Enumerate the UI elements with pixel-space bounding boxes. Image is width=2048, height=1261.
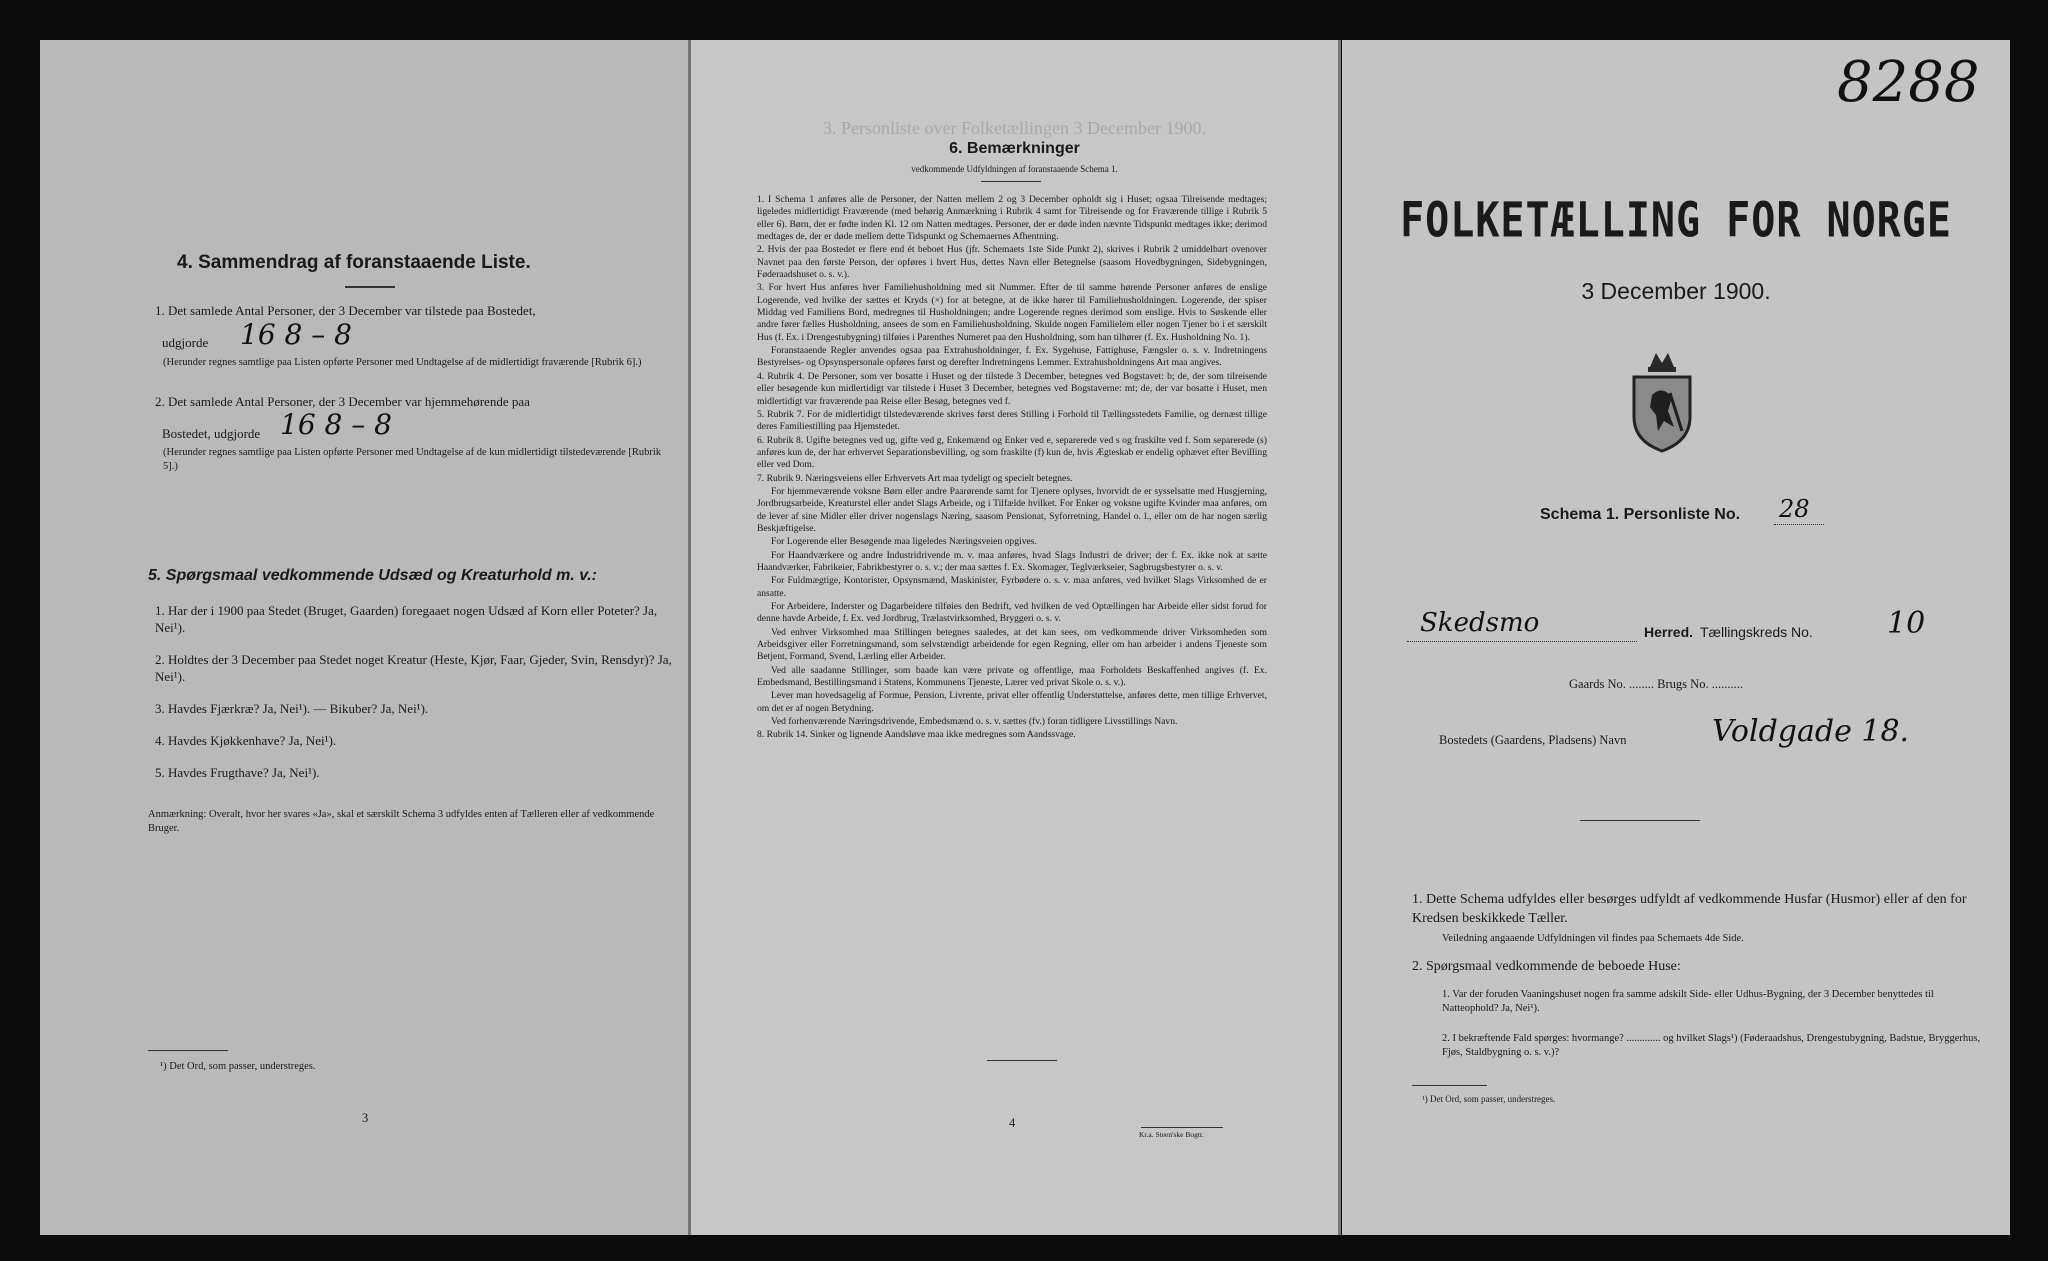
remark-item: 3. For hvert Hus anføres hver Familiehusholdning med sit Nummer. Efter de til samme hørende Personer anføres de enslige Logerende, ved hvilke der sættes et Kryds (×) for at betegne, at de ikke hører til Familiehusholdningen. Logerende, der spiser Middag ved Familiens Bord, medregnes til Husholdningen; andre Logerende regnes derimod som enslige. Hvis to Søskende eller andre fører fælles Husholdning, ansees de som en Familiehusholdning. Skulde nogen Familielem eller nogen Tjener bo i et særskilt Hus (f. Ex. i Drengestubygning) tilføies i Parenthes Numeret paa den Husholdning, som han tilhører (f. Ex. Husholdning No. 1). xyxy=(757,282,1267,343)
remarks-subtitle: vedkommende Udfyldningen af foranstaaende Schema 1. xyxy=(911,164,1118,174)
remark-item: 7. Rubrik 9. Næringsveiens eller Erhvervets Art maa tydeligt og specielt betegnes. xyxy=(757,472,1073,484)
q1-handwritten: 16 8 – 8 xyxy=(240,318,352,351)
q2-handwritten: 16 8 – 8 xyxy=(280,408,392,441)
q1-note: (Herunder regnes samtlige paa Listen opførte Personer med Undtagelse af de midlertidigt fraværende [Rubrik 6].) xyxy=(163,357,642,368)
ornament-divider xyxy=(1580,820,1700,821)
section4-title: 4. Sammendrag af foranstaaende Liste. xyxy=(177,252,531,273)
remark-item: For Arbeidere, Inderster og Dagarbeidere tilføies den Bedrift, ved hvilken de ved Optællingen har Arbeide eller sidst forud for denne havde Arbeide, f. Ex. ved Jordbrug, Trælastvirksomhed, Bryggeri o. s. v. xyxy=(757,601,1267,625)
herred-label: Herred. xyxy=(1644,624,1694,640)
gaards-label: Gaards No. ........ Brugs No. .......... xyxy=(1569,677,1743,691)
remark-item: 8. Rubrik 14. Sinker og lignende Aandsløve maa ikke medregnes som Aandssvage. xyxy=(757,729,1076,741)
remark-item: For hjemmeværende voksne Børn eller andre Paarørende samt for Tjenere oplyses, hvorvidt de er sysselsatte med Husgjerning, Jordbrugsarbeide, Kreaturstel eller andet Slags Arbeide, og i Tilfælde hvilket. For Enker og voksne ugifte Kvinder maa anføres, om de lever af sine Midler eller driver nogenslags Næring, saasom Pensionat, Syforretning, Handel o. l., eller om de har nogen særlig Beskjæftigelse. xyxy=(757,485,1267,534)
page-number: 4 xyxy=(1009,1116,1016,1130)
anmerkning: Anmærkning: Overalt, hvor her svares «Ja», skal et særskilt Schema 3 udfyldes enten af Tælleren eller af vedkommende Bruger. xyxy=(148,809,655,834)
remark-item: 5. Rubrik 7. For de midlertidigt tilstedeværende skrives først deres Stilling i Forhold til Tællingsstedets Familie, og dernæst tillige deres Familiestilling paa Hjemstedet. xyxy=(757,408,1267,433)
instruction-2-2: 2. I bekræftende Fald spørges: hvormange? ............. og hvilket Slags¹) (Føderaadshus, Drengestubygning, Badstue, Bryggerhus, Fjøs, Staldbygning o. s. v.)? xyxy=(1442,1033,1981,1058)
footnote-divider xyxy=(1412,1085,1487,1086)
bosted-value: Voldgade 18. xyxy=(1712,714,1910,749)
q1-text: 1. Det samlede Antal Personer, der 3 December var tilstede paa Bostedet, xyxy=(155,303,536,318)
remarks-list xyxy=(757,194,1267,743)
census-date: 3 December 1900. xyxy=(1581,278,1771,304)
printer-divider xyxy=(1141,1127,1223,1128)
remark-item: For Haandværkere og andre Industridrivende m. v. maa anføres, hvad Slags Industri de driver; der f. Ex. ikke nok at sætte Haandværker, Fabrikeier, Fabrikbestyrer o. s. v.; der maa sættes f. Ex. Skomager, Teglværkseier, Sagbrugsbestyrer o. s. v. xyxy=(757,549,1267,573)
remark-item: 6. Rubrik 8. Ugifte betegnes ved ug, gifte ved g, Enkemænd og Enker ved e, separerede ved s og fraskilte ved f. Som separerede (s) anføres kun de, der har erhvervet Separationsbevilling, og som fraskilte (f) kun de, hvis Ægteskab er endelig ophævet efter Bevilling eller ved Dom. xyxy=(757,434,1267,471)
printer-credit: Kr.a. Steen'ske Bogtr. xyxy=(1139,1130,1204,1139)
instruction-1: 1. Dette Schema udfyldes eller besørges udfyldt af vedkommende Husfar (Husmor) eller af den for Kredsen beskikkede Tæller. xyxy=(1412,892,1967,926)
norway-coat-of-arms-icon xyxy=(1622,345,1702,455)
s5-q3: 3. Havdes Fjærkræ? Ja, Nei¹). — Bikuber? Ja, Nei¹). xyxy=(155,701,429,716)
title-divider xyxy=(345,286,395,288)
subtitle-divider xyxy=(981,181,1041,182)
bosted-label: Bostedets (Gaardens, Pladsens) Navn xyxy=(1439,733,1627,747)
s5-q2: 2. Holdtes der 3 December paa Stedet noget Kreatur (Heste, Kjør, Faar, Gjeder, Svin, Rensdyr)? Ja, Nei¹). xyxy=(155,652,672,684)
q1-prefix: udgjorde xyxy=(162,335,209,350)
remarks-title: 6. Bemærkninger xyxy=(949,140,1080,157)
s5-q5: 5. Havdes Frugthave? Ja, Nei¹). xyxy=(155,765,320,780)
q2-note: (Herunder regnes samtlige paa Listen opførte Personer med Undtagelse af de kun midlertidigt tilstedeværende [Rubrik 5].) xyxy=(163,447,662,472)
schema-label: Schema 1. Personliste No. xyxy=(1540,506,1741,523)
remark-item: Foranstaaende Regler anvendes ogsaa paa Extrahusholdninger, f. Ex. Sygehuse, Fattighuse, Fængsler o. s. v. Indretningens Bestyrelses- og Opsynspersonale opføres først og derefter Indretningens Lemmer. Extrahusholdningens Art maa angives. xyxy=(757,345,1267,369)
remark-item: Lever man hovedsagelig af Formue, Pension, Livrente, privat eller offentlig Understøttelse, anføres dette, men tillige Erhvervet, om det er af nogen Betydning. xyxy=(757,690,1267,714)
right-page xyxy=(1342,40,2010,1235)
left-page xyxy=(40,40,690,1235)
kreds-value: 10 xyxy=(1887,606,1926,641)
archive-number: 8288 xyxy=(1837,50,1980,115)
bleed-through-text: 3. Personliste over Folketællingen 3 December 1900. xyxy=(823,118,1206,138)
end-divider xyxy=(987,1060,1057,1061)
remark-item: For Logerende eller Besøgende maa ligeledes Næringsveien opgives. xyxy=(771,536,1037,548)
footnote: ¹) Det Ord, som passer, understreges. xyxy=(160,1061,316,1072)
kreds-label: Tællingskreds No. xyxy=(1700,624,1813,640)
remark-item: 1. I Schema 1 anføres alle de Personer, der Natten mellem 2 og 3 December opholdt sig i Huset; ogsaa Tilreisende medtages; ligeledes midlertidigt Fraværende (med behørig Anmærkning i Rubrik 4 samt for Tilreisende og for Fraværende tillige i Rubrik 5 eller 6). Børn, der er fødte inden Kl. 12 om Natten medtages. Personer, der er døde inden nævnte Tidspunkt medtages ikke; derimod medtages de, der er døde mellem dette Tidspunkt og Schemaernes Afhentning. xyxy=(757,194,1267,243)
remark-item: 2. Hvis der paa Bostedet er flere end ét beboet Hus (jfr. Schemaets 1ste Side Punkt 2), skrives i Rubrik 2 umiddelbart ovenover Navnet paa den første Person, der opføres i hvert Hus, dettes Navn eller Betegnelse (saasom Hovedbygningen, Sidebygningen, Føderaadshuset o. s. v.). xyxy=(757,244,1267,281)
q2-text: 2. Det samlede Antal Personer, der 3 December var hjemmehørende paa xyxy=(155,394,530,409)
schema-number: 28 xyxy=(1779,495,1810,523)
schema-line xyxy=(1774,524,1824,526)
footnote-divider xyxy=(148,1050,228,1051)
herred-value: Skedsmo xyxy=(1420,608,1540,638)
section5-title: 5. Spørgsmaal vedkommende Udsæd og Kreaturhold m. v.: xyxy=(148,567,597,584)
census-title: FOLKETÆLLING FOR NORGE xyxy=(1400,193,1952,249)
s5-q4: 4. Havdes Kjøkkenhave? Ja, Nei¹). xyxy=(155,733,337,748)
s5-q1: 1. Har der i 1900 paa Stedet (Bruget, Gaarden) foregaaet nogen Udsæd af Korn eller Poteter? Ja, Nei¹). xyxy=(155,603,658,635)
remark-item: Ved enhver Virksomhed maa Stillingen betegnes saaledes, at det kan sees, om vedkommende driver Virksomheden som Arbeidsgiver eller Forretningsmand, som selvstændigt arbeidende for egen Regning, eller om han arbeider i andens Tjeneste som Betjent, Formand, Svend, Lærling eller Arbeider. xyxy=(757,626,1267,663)
footnote: ¹) Det Ord, som passer, understreges. xyxy=(1422,1094,1556,1104)
remark-item: Ved alle saadanne Stillinger, som baade kan være private og offentlige, maa Forholdets Beskaffenhed angives (f. Ex. Embedsmand, Bestillingsmand i Statens, Kommunens Tjeneste, Lærer ved privat Skole o. s. v.). xyxy=(757,664,1267,689)
remark-item: Ved forhenværende Næringsdrivende, Embedsmænd o. s. v. sættes (fv.) foran tidligere Livsstillings Navn. xyxy=(771,716,1178,728)
instruction-1-note: Veiledning angaaende Udfyldningen vil findes paa Schemaets 4de Side. xyxy=(1442,933,1744,944)
instruction-2: 2. Spørgsmaal vedkommende de beboede Huse: xyxy=(1412,959,1681,974)
middle-page xyxy=(688,40,1341,1235)
q2-prefix: Bostedet, udgjorde xyxy=(162,426,261,441)
herred-line xyxy=(1407,641,1637,643)
remark-item: 4. Rubrik 4. De Personer, som ver bosatte i Huset og der tilstede 3 December, betegnes ved Bogstavet: b; de, der som tilreisende eller besøgende kun midlertidigt var tilstede i Huset 3 December, betegnes ved Bogstaverne: mt; de, der var bosatte i Huset, men midlertidigt var fraværende paa Reise eller Besøg, betegnes ved f. xyxy=(757,370,1267,407)
remark-item: For Fuldmægtige, Kontorister, Opsynsmænd, Maskinister, Fyrbødere o. s. v. maa anføres, ved hvilket Slags Virksomhed de er ansatte. xyxy=(757,575,1267,599)
instruction-2-1: 1. Var der foruden Vaaningshuset nogen fra samme adskilt Side- eller Udhus-Bygning, der 3 December benyttedes til Natteophold? Ja, Nei¹). xyxy=(1442,989,1934,1014)
page-number: 3 xyxy=(362,1111,369,1125)
